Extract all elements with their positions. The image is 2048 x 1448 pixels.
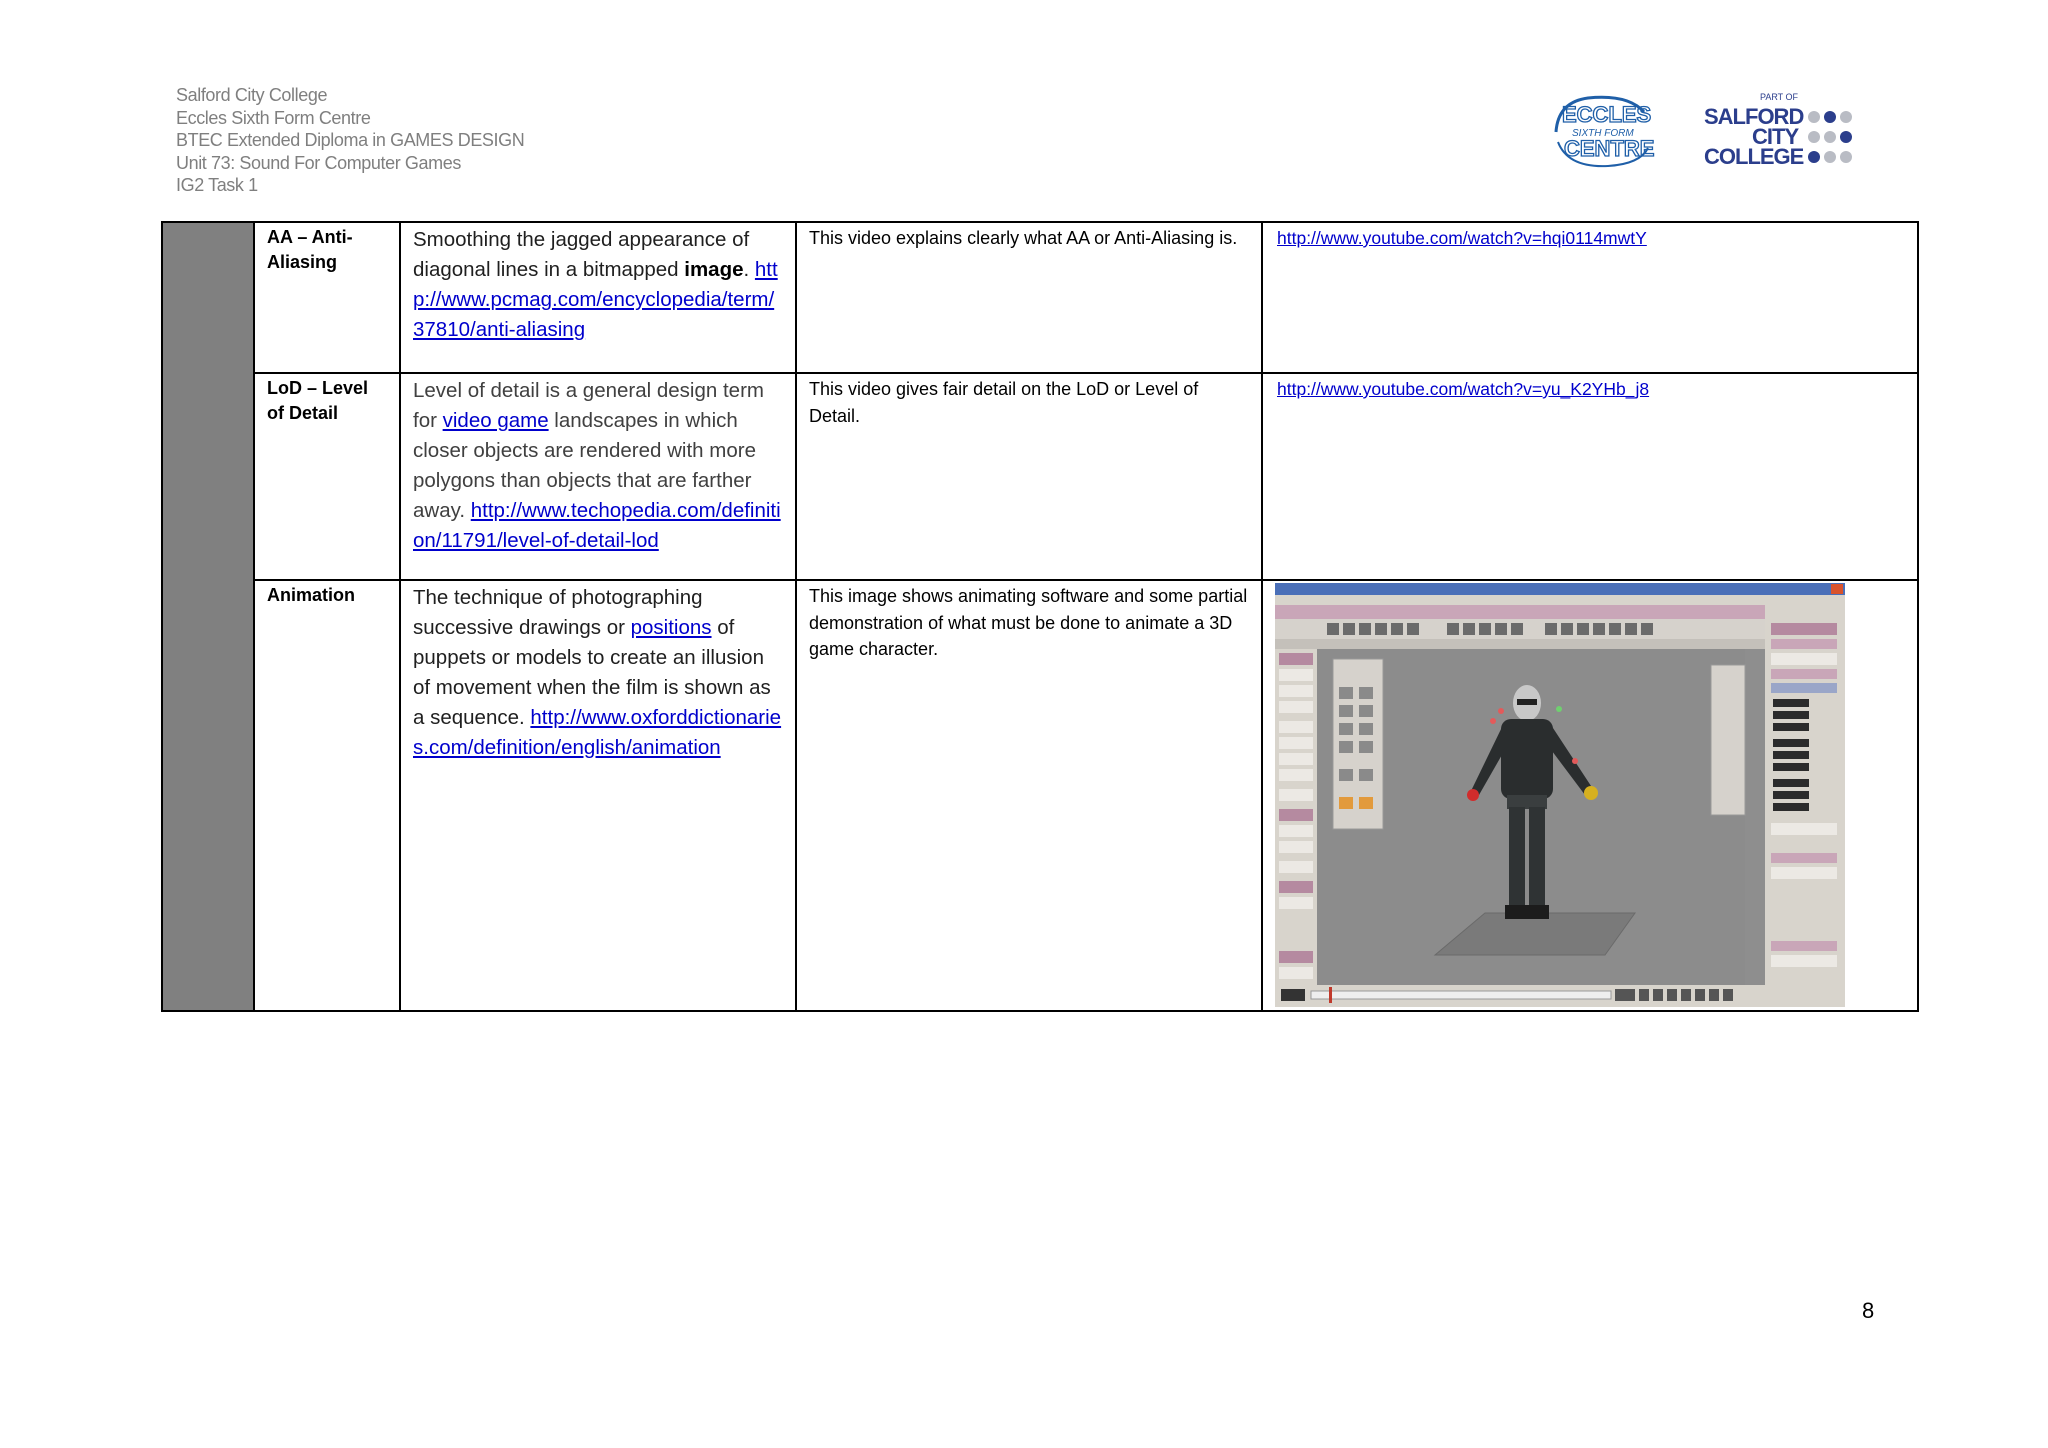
definition-text: Smoothing the jagged appearance of diagonal lines in a bitmapped: [413, 228, 750, 281]
table-row: [162, 580, 1918, 1011]
grey-column: [162, 222, 254, 1011]
salford-line1: SALFORD: [1704, 104, 1804, 129]
description-aa: This video explains clearly what AA or Anti-Aliasing is.: [809, 228, 1238, 248]
eccles-line3: CENTRE: [1564, 136, 1655, 161]
definition-cell: [400, 580, 796, 1011]
youtube-link-lod[interactable]: http://www.youtube.com/watch?v=yu_K2YHb_j8: [1277, 379, 1650, 399]
header-unit: Unit 73: Sound For Computer Games: [176, 152, 461, 173]
animation-software-image: [1275, 583, 1845, 1007]
url-cell: [1262, 373, 1918, 580]
description-lod: This video gives fair detail on the LoD or Level of Detail.: [809, 379, 1199, 426]
description-animation: This image shows animating software and some partial demonstration of what must be done to animate a 3D game character.: [809, 586, 1248, 659]
source-link-techopedia[interactable]: http://www.techopedia.com/definition/11791/level-of-detail-lod: [413, 499, 781, 552]
term-lod: LoD – Level of Detail: [267, 378, 369, 423]
logos: [1548, 88, 1868, 172]
source-link-oxford[interactable]: http://www.oxforddictionaries.com/definition/english/animation: [413, 706, 782, 759]
table-row: [162, 373, 1918, 580]
definition-after: .: [743, 258, 755, 281]
source-link-pcmag[interactable]: http://www.pcmag.com/encyclopedia/term/37810/anti-aliasing: [413, 258, 778, 341]
header-centre: Eccles Sixth Form Centre: [176, 107, 371, 128]
salford-line3: COLLEGE: [1704, 144, 1804, 169]
definition-after: of puppets or models to create an illusion of movement when the film is shown as a sequence.: [413, 616, 771, 729]
term-aa: AA – Anti-Aliasing: [267, 227, 353, 272]
page-number: 8: [1862, 1298, 1875, 1323]
definition-animation: [401, 581, 795, 763]
term-animation: Animation: [267, 585, 355, 605]
description-cell: [796, 373, 1262, 580]
term-cell: [254, 373, 400, 580]
eccles-line2: SIXTH FORM: [1572, 128, 1634, 139]
header-course: BTEC Extended Diploma in GAMES DESIGN: [176, 130, 525, 150]
eccles-line1: ECCLES: [1562, 102, 1652, 127]
definition-cell: [400, 373, 796, 580]
table-row: [162, 222, 1918, 373]
video-game-link[interactable]: video game: [442, 409, 549, 432]
animation-software-screenshot: [1275, 583, 1845, 1007]
description-cell: [796, 580, 1262, 1011]
definition-cell: [400, 222, 796, 373]
salford-city-college-logo: [1702, 88, 1872, 172]
image-cell: [1262, 580, 1918, 1011]
definition-bold: image: [684, 258, 744, 281]
header-task: IG2 Task 1: [176, 175, 258, 195]
salford-dots: [1808, 111, 1852, 163]
header-college: Salford City College: [176, 85, 328, 105]
glossary-table: [161, 221, 1919, 1012]
positions-link[interactable]: positions: [630, 616, 712, 639]
document-header: [176, 84, 524, 197]
salford-part-of: PART OF: [1760, 92, 1799, 102]
youtube-link-aa[interactable]: http://www.youtube.com/watch?v=hqi0114mwtY: [1277, 228, 1647, 248]
eccles-centre-logo: [1548, 92, 1658, 172]
definition-after: landscapes in which closer objects are rendered with more polygons than objects that are farther away.: [413, 409, 756, 522]
definition-lod: [401, 374, 795, 556]
term-cell: [254, 580, 400, 1011]
term-cell: [254, 222, 400, 373]
definition-text: Level of detail is a general design term for: [413, 379, 764, 432]
definition-text: The technique of photographing successive drawings or: [413, 586, 703, 639]
description-cell: [796, 222, 1262, 373]
url-cell: [1262, 222, 1918, 373]
salford-line2: CITY: [1752, 124, 1799, 149]
definition-aa: [401, 223, 795, 345]
